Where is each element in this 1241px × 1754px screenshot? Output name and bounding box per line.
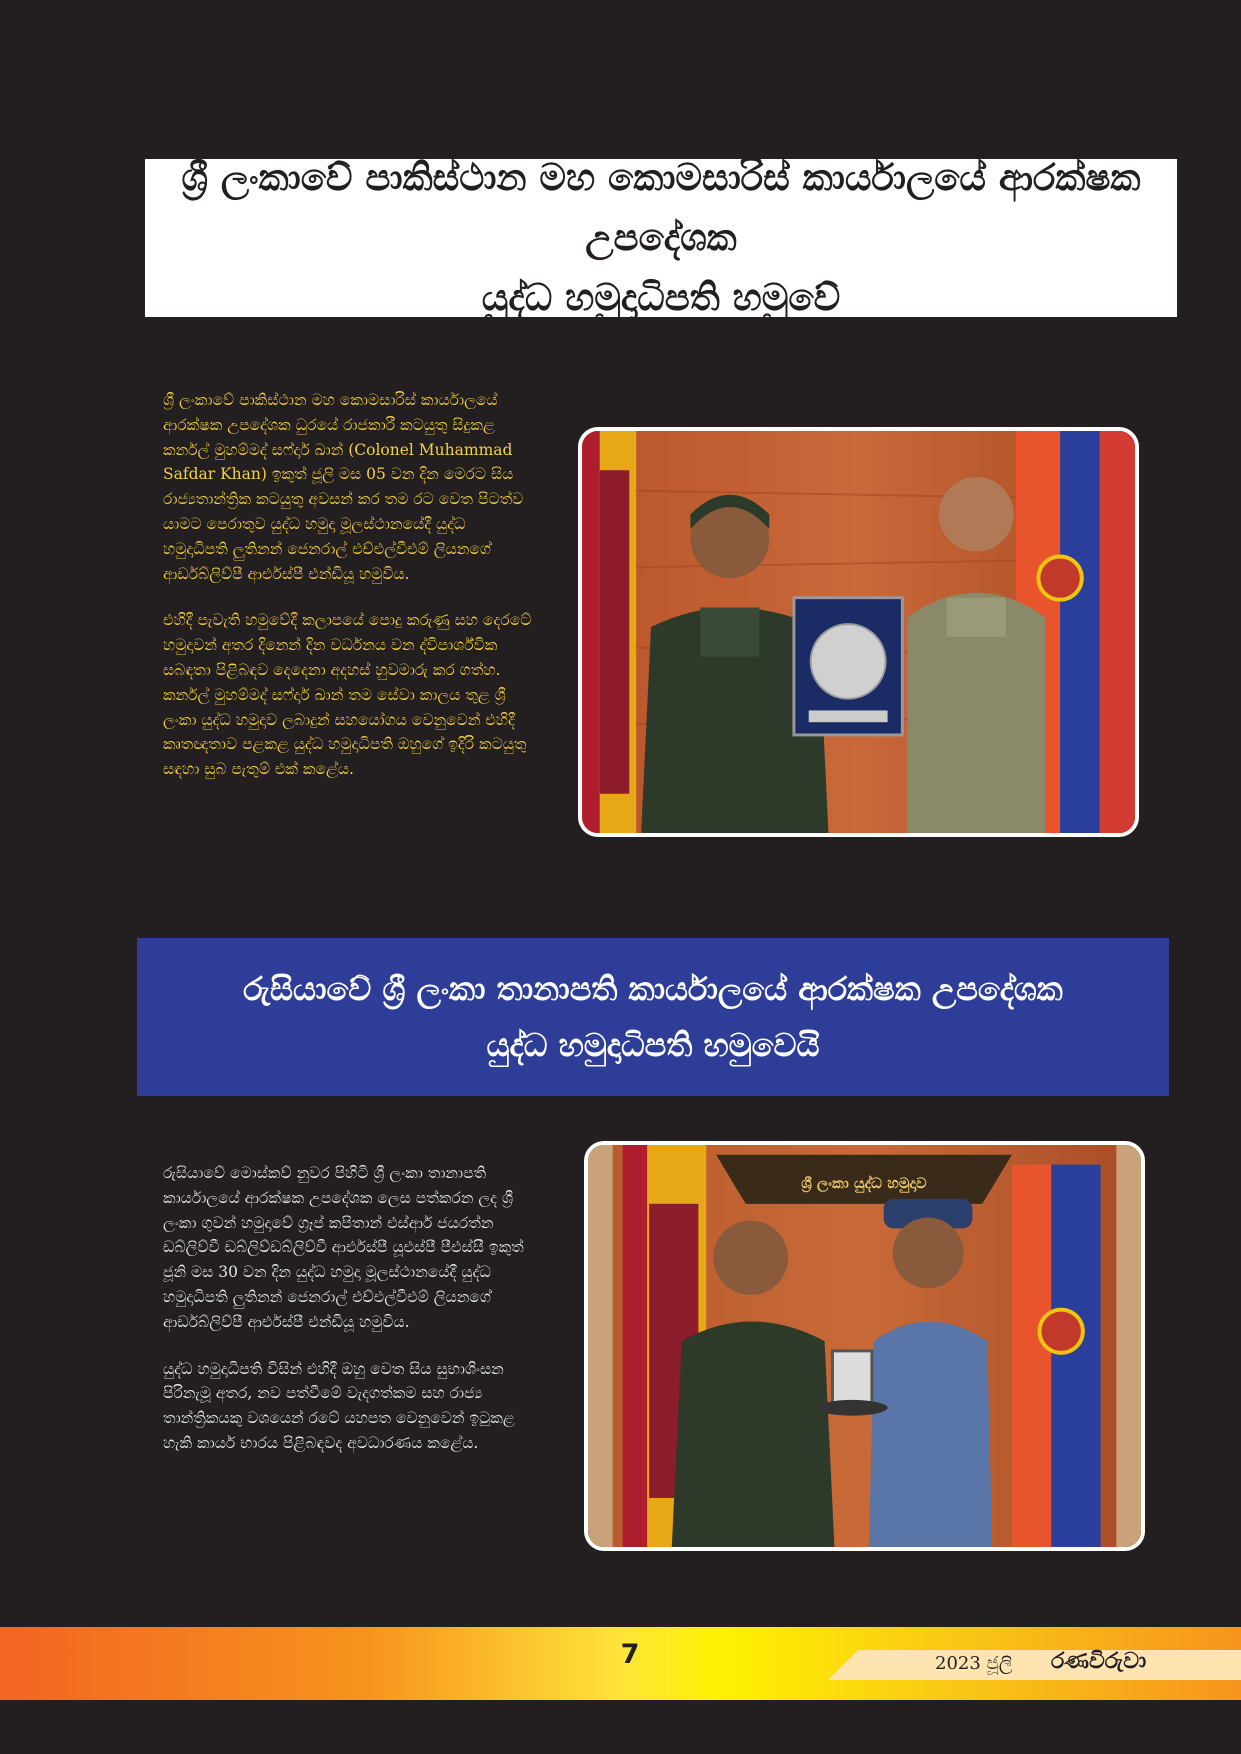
article1-paragraph-2: එහිදී පැවැති හමුවේදී කලාපයේ පොදු කරුණු සහ දෙරටේ හමුදාවන් අතර දිනෙන් දින වර්ධනය වන ද්විපාර්ශ්වික සබඳතා පිළිබඳව දෙදෙනා අදහස් හුවමාරු කර ගත්හ. කර්නල් මුහම්මද් සෆ්දාර් ඛාන් තම සේවා කාලය තුළ ශ්‍රී ලංකා යුද්ධ හමුදාව ලබාදුන් සහයෝගය වෙනුවෙන් එහිදී කෘතඥතාව පළකළ යුද්ධ හමුදාධිපති ඔහුගේ ඉදිරි කටයුතු සඳහා සුබ පැතුම් එක් කළේය. <box>163 611 532 779</box>
page-footer <box>0 1627 1241 1700</box>
article2-headline-line-2: යුද්ධ හමුදාධිපති හමුවෙයි <box>486 1026 820 1064</box>
article1-body <box>163 388 533 804</box>
memento-presentation-photo <box>588 1145 1141 1547</box>
article2-body <box>163 1161 543 1478</box>
article1-paragraph-1: ශ්‍රී ලංකාවේ පාකිස්ථාන මහ කොමසාරිස් කාර්යාලයේ ආරක්ෂක උපදේශක ධුරයේ රාජකාරී කටයුතු සිදුකළ කර්නල් මුහම්මද් සෆ්දාර් ඛාන් (Colonel Muhammad Safdar Khan) ඉකුත් ජූලි මස 05 වන දින මෙරට සිය රාජ්‍යතාන්ත්‍රික කටයුතු අවසන් කර තම රට වෙත පිටත්ව යාමට පෙරාතුව යුද්ධ හමුදා මූලස්ථානයේදී යුද්ධ හමුදාධිපති ලුතිනන් ජෙනරාල් එච්එල්වීඑම් ලියනගේ ආර්ඩබ්ලිව්පී ආර්එස්පී එන්ඩියූ හමුවිය. <box>163 391 524 583</box>
plaque-presentation-photo <box>582 431 1135 833</box>
magazine-name: රණවිරුවා <box>1051 1649 1147 1674</box>
article2-paragraph-2: යුද්ධ හමුදාධිපති විසින් එහිදී ඔහු වෙත සිය සුභාශිංසන පිරිනැමූ අතර, නව පත්වීමේ වැදගත්කම සහ රාජ්‍ය තාන්ත්‍රිකයකු වශයෙන් රටේ යහපත වෙනුවෙන් ඉටුකළ හැකි කාර්ය භාරය පිළිබඳවද අවධාරණය කළේය. <box>163 1359 515 1452</box>
article2-headline-box <box>137 938 1169 1096</box>
article1-headline-line-1: ශ්‍රී ලංකාවේ පාකිස්ථාන මහ කොමසාරිස් කාර්යාලයේ ආරක්ෂක උපදේශක <box>181 156 1141 259</box>
footer-tab <box>828 1650 1241 1680</box>
article1-photo <box>578 427 1139 837</box>
article2-headline-line-1: රුසියාවේ ශ්‍රී ලංකා තානාපති කාර්යාලයේ ආරක්ෂක උපදේශක <box>243 970 1063 1008</box>
article1-headline-box <box>145 156 1177 319</box>
article1-headline-line-2: යුද්ධ හමුදාධිපති හමුවේ <box>481 276 841 319</box>
article2-photo <box>584 1141 1145 1551</box>
page-number: 7 <box>620 1639 640 1670</box>
photo-banner-text: ශ්‍රී ලංකා යුද්ධ හමුදාව <box>801 1175 927 1193</box>
issue-date: 2023 ජූලි <box>935 1653 1013 1674</box>
article2-paragraph-1: රුසියාවේ මොස්කව් නුවර පිහිටි ශ්‍රී ලංකා තානාපති කාර්යාලයේ ආරක්ෂක උපදේශක ලෙස පත්කරන ලද ශ්‍රී ලංකා ගුවන් හමුදාවේ ග්‍රෑප් කපිතාන් එස්ආර් ජයරත්න ඩබ්ලිව්වී ඩබ්ලිව්ඩබ්ලිව්වී ආර්එස්පී යූඑස්පී පීඑස්සී ඉකුත් ජූනි මස 30 වන දින යුද්ධ හමුදා මූලස්ථානයේදී යුද්ධ හමුදාධිපති ලුතිනන් ජෙනරාල් එච්එල්වීඑම් ලියනගේ ආර්ඩබ්ලිව්පී ආර්එස්පී එන්ඩියූ හමුවිය. <box>163 1164 524 1331</box>
